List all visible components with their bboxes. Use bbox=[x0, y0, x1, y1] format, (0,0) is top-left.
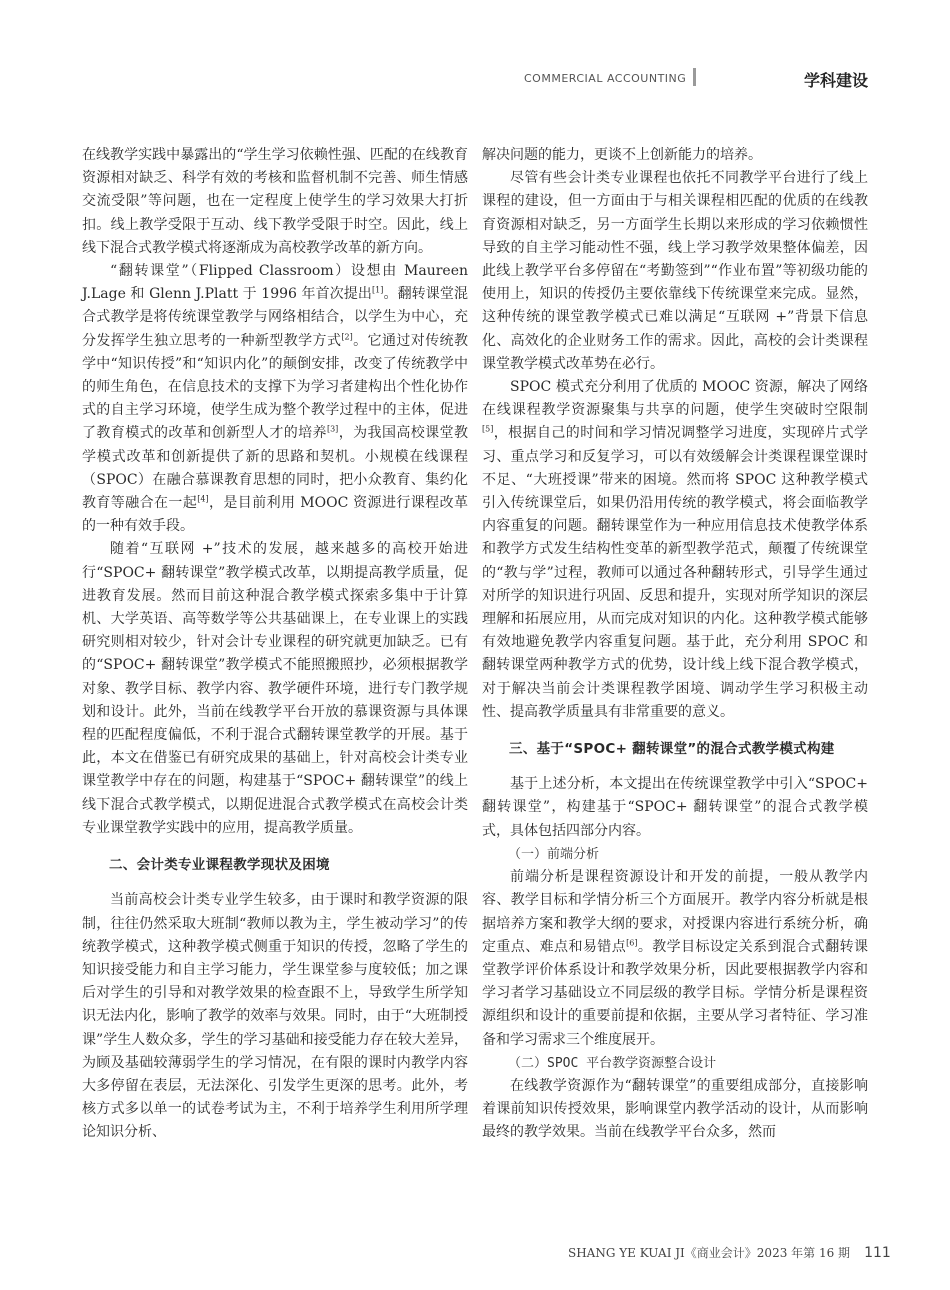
paragraph: 在线教学资源作为“翻转课堂”的重要组成部分，直接影响着课前知识传授效果，影响课堂内教学活动的设计，从而影响最终的教学效果。当前在线教学平台众多，然而 bbox=[482, 1077, 868, 1141]
paragraph: 尽管有些会计类专业课程也依托不同教学平台进行了线上课程的建设，但一方面由于与相关课程相匹配的优质的在线教育资源相对缺乏，另一方面学生长期以来形成的学习依赖惯性导致的自主学习能动性不强，线上学习教学效果整体偏差，因此线上教学平台多停留在“考勤签到”“作业布置”等初级功能的使用上，知识的传授仍主要依靠线下传统课堂来完成。显然，这种传统的课堂教学模式已难以满足“互联网 +”背景下信息化、高效化的企业财务工作的需求。因此，高校的会计类课程课堂教学模式改革势在必行。 bbox=[482, 170, 868, 372]
section-title: 学科建设 bbox=[804, 71, 869, 90]
section-heading: 三、基于“SPOC+ 翻转课堂”的混合式教学模式构建 bbox=[509, 741, 835, 758]
paragraph: 前端分析是课程资源设计和开发的前提，一般从教学内容、教学目标和学情分析三个方面展开。教学内容分析就是根据培养方案和教学大纲的要求，对授课内容进行系统分析，确定重点、难点和易错点[6]。教学目标设定关系到混合式翻转课堂教学评价体系设计和教学效果分析，因此要根据教学内容和学习者学习基础设立不同层级的教学目标。学情分析是课程资源组织和设计的重要前提和依据，主要从学习者特征、学习准备和学习需求三个维度展开。 bbox=[482, 869, 869, 1048]
citation: [5] bbox=[482, 424, 494, 434]
citation: [2] bbox=[341, 331, 353, 341]
paragraph: 随着“互联网 +”技术的发展，越来越多的高校开始进行“SPOC+ 翻转课堂”教学模式改革，以期提高教学质量，促进教育发展。然而目前这种混合教学模式探索多集中于计算机、大学英语、高等数学等公共基础课上，在专业课上的实践研究则相对较少，针对会计专业课程的研究就更加缺乏。已有的“SPOC+ 翻转课堂”教学模式不能照搬照抄，必须根据教学对象、教学目标、教学内容、教学硬件环境，进行专门教学规划和设计。此外，当前在线教学平台开放的慕课资源与具体课程的匹配程度偏低，不利于混合式翻转课堂教学的开展。基于此，本文在借鉴已有研究成果的基础上，针对高校会计类专业课堂教学中存在的问题，构建基于“SPOC+ 翻转课堂”的线上线下混合式教学模式，以期促进混合式教学模式在高校会计类专业课堂教学实践中的应用，提高教学质量。 bbox=[82, 541, 468, 836]
header-divider bbox=[693, 68, 696, 86]
left-column bbox=[82, 144, 468, 1145]
section-heading: 二、会计类专业课程教学现状及困境 bbox=[109, 857, 330, 874]
paragraph: 当前高校会计类专业学生较多，由于课时和教学资源的限制，往往仍然采取大班制“教师以教为主，学生被动学习”的传统教学模式，这种教学模式侧重于知识的传授，忽略了学生的知识接受能力和自主学习能力，学生课堂参与度较低；加之课后对学生的引导和对教学效果的检查跟不上，导致学生所学知识无法内化，影响了教学的效率与效果。同时，由于“大班制授课”学生人数众多，学生的学习基础和接受能力存在较大差异，为顾及基础较薄弱学生的学习情况，在有限的课时内教学内容大多停留在表层，无法深化、引发学生更深的思考。此外，考核方式多以单一的试卷考试为主，不利于培养学生利用所学理论知识分析、 bbox=[82, 892, 468, 1141]
subsection-heading: （一）前端分析 bbox=[508, 846, 600, 862]
paragraph: 基于上述分析，本文提出在传统课堂教学中引入“SPOC+ 翻转课堂”，构建基于“SPOC+ 翻转课堂”的混合式教学模式，具体包括四部分内容。 bbox=[482, 776, 868, 839]
paragraph: 在线教学实践中暴露出的“学生学习依赖性强、匹配的在线教育资源相对缺乏、科学有效的考核和监督机制不完善、师生情感交流受限”等问题，也在一定程度上使学生的学习效果大打折扣。线上教学受限于互动、线下教学受限于时空。因此，线上线下混合式教学模式将逐渐成为高校教学改革的新方向。 bbox=[82, 147, 468, 256]
paragraph: “翻转课堂”（Flipped Classroom）设想由 Maureen J.Lage 和 Glenn J.Platt 于 1996 年首次提出[1]。翻转课堂混合式教学是将传统课堂教学与网络相结合，以学生为中心，充分发挥学生独立思考的一种新型教学方式[2]。它通过对传统教学中“知识传授”和“知识内化”的颠倒安排，改变了传统教学中的师生角色，在信息技术的支撑下为学习者建构出个性化协作式的自主学习环境，使学生成为整个教学过程中的主体，促进了教育模式的改革和创新型人才的培养[3]，为我国高校课堂教学模式改革和创新提供了新的思路和契机。小规模在线课程（SPOC）在融合慕课教育思想的同时，把小众教育、集约化教育等融合在一起[4]，是目前利用 MOOC 资源进行课程改革的一种有效手段。 bbox=[82, 263, 469, 535]
right-column bbox=[482, 144, 868, 1145]
citation: [3] bbox=[326, 424, 339, 434]
subsection-heading: （二）SPOC 平台教学资源整合设计 bbox=[508, 1055, 717, 1071]
page-number: 111 bbox=[864, 1245, 891, 1261]
page-footer bbox=[568, 1244, 891, 1261]
journal-name-en: COMMERCIAL ACCOUNTING bbox=[524, 72, 687, 85]
citation: [4] bbox=[197, 494, 209, 504]
citation: [1] bbox=[372, 285, 384, 295]
paragraph: 解决问题的能力，更谈不上创新能力的培养。 bbox=[482, 147, 762, 163]
citation: [6] bbox=[626, 938, 638, 948]
footer-journal: SHANG YE KUAI JI《商业会计》2023 年第 16 期 bbox=[568, 1246, 851, 1260]
paragraph: SPOC 模式充分利用了优质的 MOOC 资源，解决了网络在线课程教学资源聚集与共享的问题，使学生突破时空限制[5]，根据自己的时间和学习情况调整学习进度，实现碎片式学习、重点学习和反复学习，可以有效缓解会计类课程课堂课时不足、“大班授课”带来的困境。然而将 SPOC 这种教学模式引入传统课堂后，如果仍沿用传统的教学模式，将会面临教学内容重复的问题。翻转课堂作为一种应用信息技术使教学体系和教学方式发生结构性变革的新型教学范式，颠覆了传统课堂的“教与学”过程，教师可以通过各种翻转形式，引导学生通过对所学的知识进行巩固、反思和提升，实现对所学知识的深层理解和拓展应用，从而完成对知识的内化。这种教学模式能够有效地避免教学内容重复问题。基于此，充分利用 SPOC 和翻转课堂两种教学方式的优势，设计线上线下混合教学模式，对于解决当前会计类课程教学困境、调动学生学习积极主动性、提高教学质量具有非常重要的意义。 bbox=[482, 379, 868, 720]
